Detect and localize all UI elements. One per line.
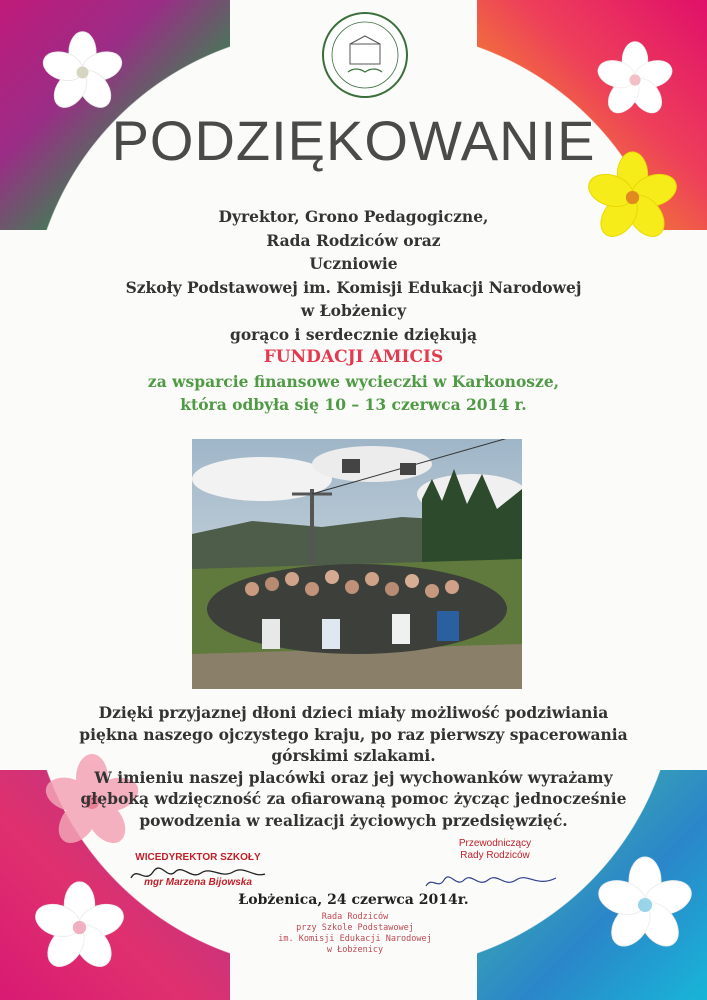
signature-role: WICEDYREKTOR SZKOŁY	[135, 852, 261, 863]
intro-text	[90, 205, 617, 417]
signature-role: Przewodniczący	[458, 838, 532, 849]
white-flower-icon	[40, 30, 125, 115]
stamp-line: im. Komisji Edukacji Narodowej	[278, 934, 432, 944]
handwritten-signature-icon	[420, 870, 565, 894]
stamp-line: w Łobżenicy	[326, 945, 384, 955]
signature-name: mgr Marzena Bijowska	[144, 877, 252, 888]
stamp-line: Rada Rodziców	[321, 912, 389, 922]
body-line: górskimi szlakami.	[271, 746, 436, 765]
reason-line: za wsparcie finansowe wycieczki w Karkonosze,	[147, 371, 560, 391]
body-text	[70, 702, 637, 831]
intro-line: Rada Rodziców oraz	[266, 230, 441, 250]
intro-line: Uczniowie	[309, 254, 398, 273]
intro-line: gorąco i serdecznie dziękują	[229, 324, 477, 344]
stamp-line: przy Szkole Podstawowej	[296, 923, 414, 933]
recipient-name: FUNDACJI AMICIS	[263, 347, 444, 367]
body-line: W imieniu naszej placówki oraz jej wychowanków wyrażamy	[94, 767, 613, 787]
page-title: PODZIĘKOWANIE	[111, 109, 596, 172]
group-photo	[192, 439, 522, 689]
signature-role: Rady Rodziców	[460, 850, 530, 861]
body-line: Dzięki przyjaznej dłoni dzieci miały możliwość podziwiania	[98, 703, 609, 722]
place-and-date: Łobżenica, 24 czerwca 2014r.	[238, 892, 469, 908]
intro-line: Dyrektor, Grono Pedagogiczne,	[218, 207, 489, 226]
signature-vice-director	[118, 852, 278, 888]
reason-line: która odbyła się 10 – 13 czerwca 2014 r.	[180, 395, 527, 414]
parents-council-stamp	[230, 912, 480, 956]
intro-line: Szkoły Podstawowej im. Komisji Edukacji Narodowej	[125, 277, 582, 297]
school-seal	[320, 10, 410, 100]
signature-parents-council	[420, 838, 570, 894]
handwritten-signature-icon	[123, 864, 273, 886]
body-line: głęboką wdzięczność za ofiarowaną pomoc życząc jednocześnie	[80, 789, 627, 808]
body-line: powodzenia w realizacji życiowych przedsięwzięć.	[139, 810, 568, 830]
intro-line: w Łobżenicy	[300, 301, 407, 320]
body-line: piękna naszego ojczystego kraju, po raz pierwszy spacerowania	[79, 724, 628, 744]
